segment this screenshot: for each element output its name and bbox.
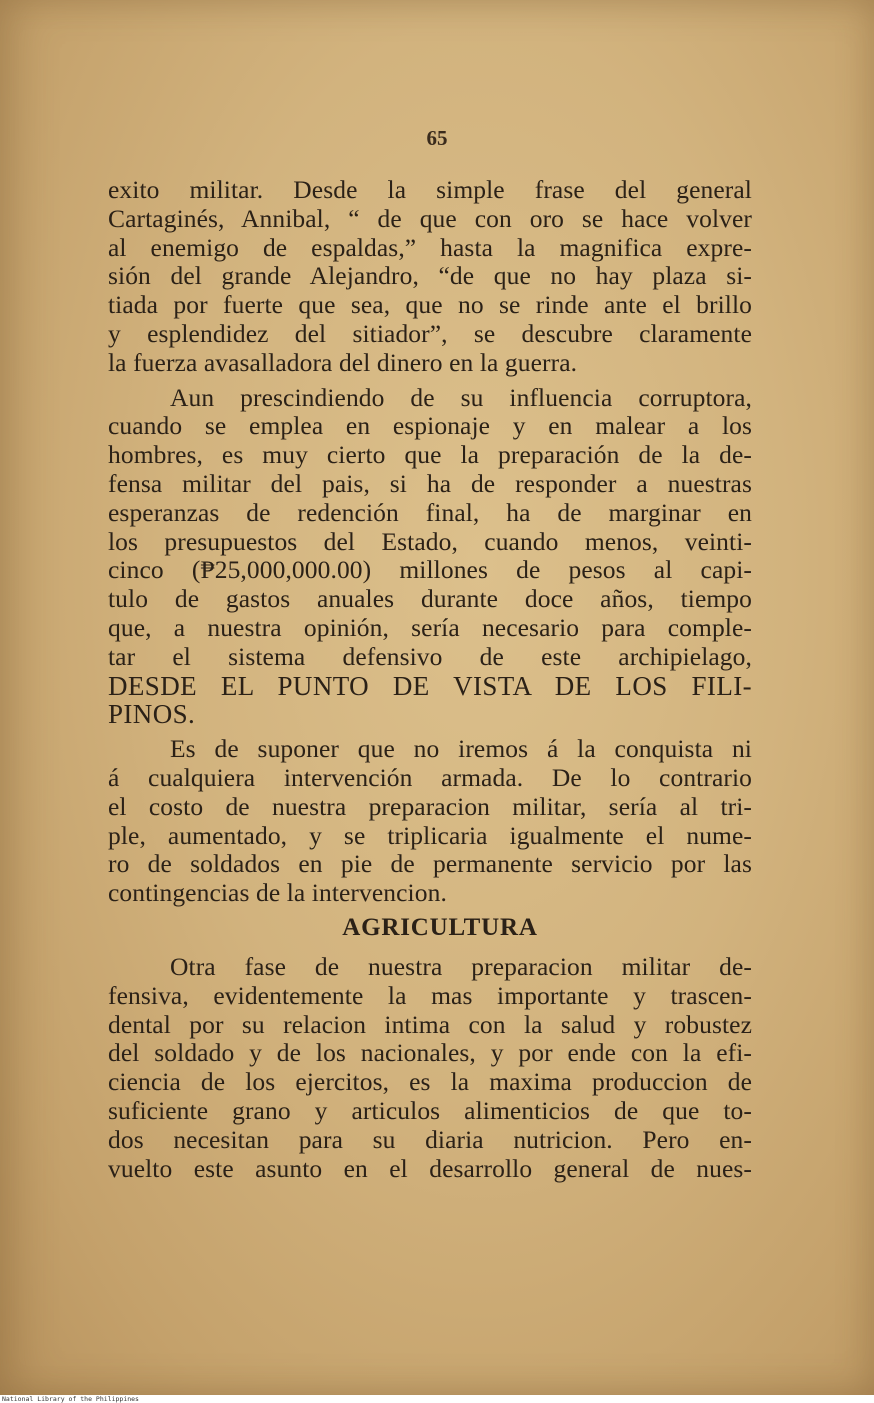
text-line: dental por su relacion intima con la salud y robustez — [108, 1009, 752, 1039]
text-line: exito militar. Desde la simple frase del general — [108, 175, 752, 204]
body-text — [108, 176, 752, 1183]
text-line: fensiva, evidentemente la mas importante y trascen- — [108, 980, 752, 1010]
text-line: hombres, es muy cierto que la preparación de la de- — [108, 440, 752, 470]
text-line: Otra fase de nuestra preparacion militar de- — [170, 951, 752, 981]
paragraph-3 — [108, 735, 752, 908]
text-line: Es de suponer que no iremos á la conquista ni — [170, 734, 752, 764]
text-line: ple, aumentado, y se triplicaria igualmente el nume- — [108, 820, 752, 850]
text-line: vuelto este asunto en el desarrollo general de nues- — [108, 1153, 752, 1183]
text-line: Aun prescindiendo de su influencia corruptora, — [170, 382, 752, 412]
text-line: cinco (₱25,000,000.00) millones de pesos al capi- — [108, 555, 752, 585]
text-line: fensa militar del pais, si ha de responder a nuestras — [108, 468, 752, 498]
text-line: del soldado y de los nacionales, y por ende con la efi- — [108, 1038, 752, 1068]
text-line: tulo de gastos anuales durante doce años, tiempo — [108, 584, 752, 614]
text-line: á cualquiera intervención armada. De lo contrario — [108, 762, 752, 792]
paragraph-2 — [108, 384, 752, 730]
text-line: la fuerza avasalladora del dinero en la guerra. — [108, 347, 578, 377]
text-line: sión del grande Alejandro, “de que no hay plaza si- — [108, 261, 752, 291]
text-line: contingencias de la intervencion. — [108, 878, 447, 908]
text-line: dos necesitan para su diaria nutricion. Pero en- — [108, 1124, 752, 1154]
text-line: cuando se emplea en espionaje y en malear a los — [108, 411, 752, 441]
paragraph-1 — [108, 176, 752, 378]
text-line: tar el sistema defensivo de este archipielago, — [108, 641, 752, 671]
text-line: tiada por fuerte que sea, que no se rinde ante el brillo — [108, 290, 752, 320]
text-line: esperanzas de redención final, ha de marginar en — [108, 497, 752, 527]
text-line: los presupuestos del Estado, cuando menos, veinti- — [108, 526, 752, 556]
text-line: que, a nuestra opinión, sería necesario para comple- — [108, 612, 752, 642]
text-line: ciencia de los ejercitos, es la maxima produccion de — [108, 1067, 752, 1097]
text-line: PINOS. — [108, 699, 196, 730]
text-line: el costo de nuestra preparacion militar, sería al tri- — [108, 791, 752, 821]
library-credit: National Library of the Philippines — [2, 1395, 139, 1403]
paragraph-4 — [108, 953, 752, 1183]
text-line: y esplendidez del sitiador”, se descubre claramente — [108, 318, 752, 348]
text-line: ro de soldados en pie de permanente servicio por las — [108, 849, 752, 879]
text-line: al enemigo de espaldas,” hasta la magnifica expre- — [108, 232, 752, 262]
section-heading: AGRICULTURA — [342, 913, 538, 941]
text-line: suficiente grano y articulos alimenticios de que to- — [108, 1095, 752, 1125]
page-number: 65 — [426, 126, 448, 150]
text-line: DESDE EL PUNTO DE VISTA DE LOS FILI- — [108, 670, 752, 701]
text-line: Cartaginés, Annibal, “ de que con oro se hace volver — [108, 203, 752, 233]
